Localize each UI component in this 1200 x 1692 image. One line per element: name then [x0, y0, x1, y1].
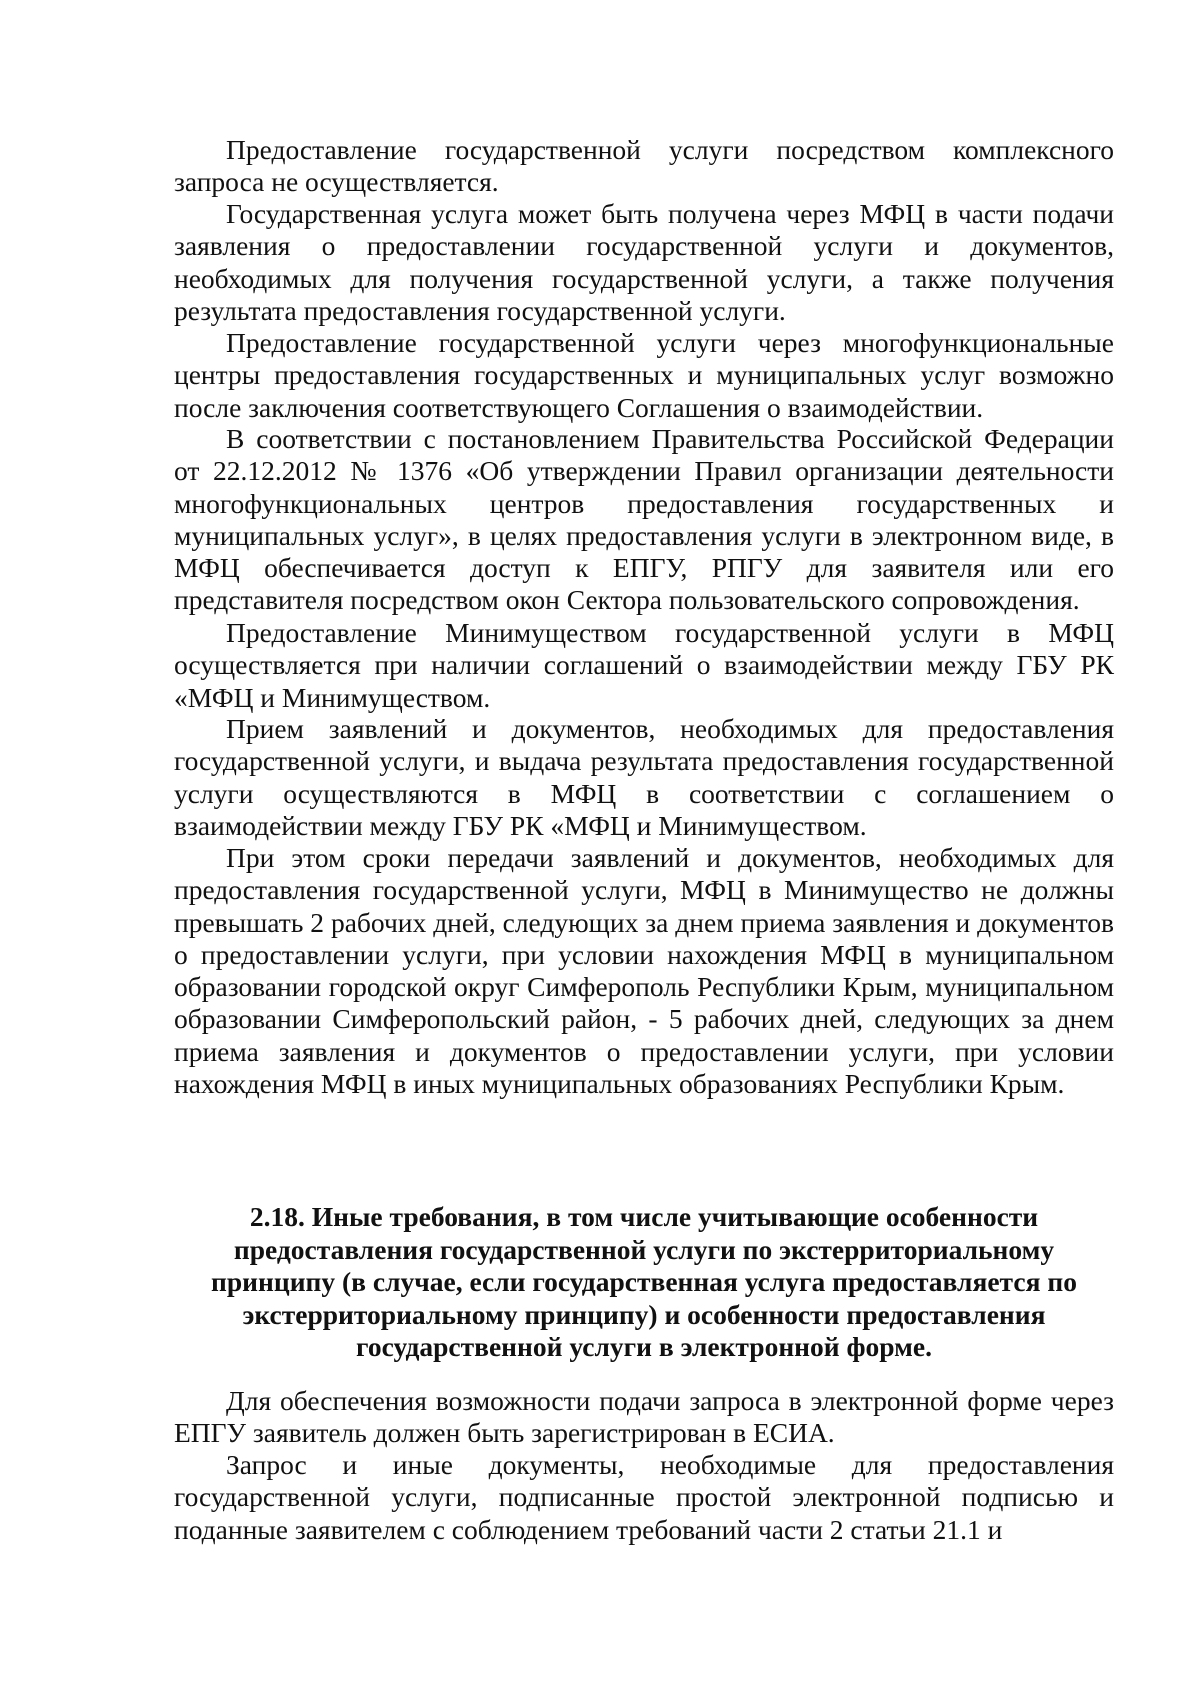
paragraph-applications-reception: Прием заявлений и документов, необходимых для предоставления государственной услуги, и выдача результата предоставления государственной услуги осуществляются в МФЦ в соответствии с соглашением о взаимодействии между ГБУ РК «МФЦ и Минимуществом. — [174, 713, 1114, 841]
paragraph-transfer-deadlines: При этом сроки передачи заявлений и документов, необходимых для предоставления государственной услуги, МФЦ в Минимущество не должны превышать 2 рабочих дней, следующих за днем приема заявления и документов о предоставлении услуги, при условии нахождения МФЦ в муниципальном образовании городской округ Симферополь Республики Крым, муниципальном образовании Симферопольский район, - 5 рабочих дней, следующих за днем приема заявления и документов о предоставлении услуги, при условии нахождения МФЦ в иных муниципальных образованиях Республики Крым. — [174, 842, 1114, 1100]
paragraph-mfc-agreement: Предоставление государственной услуги через многофункциональные центры предоставления государственных и муниципальных услуг возможно после заключения соответствующего Соглашения о взаимодействии. — [174, 327, 1114, 423]
paragraph-mfc-availability: Государственная услуга может быть получена через МФЦ в части подачи заявления о предоставлении государственной услуги и документов, необходимых для получения государственной услуги, а также получения результата предоставления государственной услуги. — [174, 198, 1114, 326]
paragraph-minimushchestvo-mfc: Предоставление Минимуществом государственной услуги в МФЦ осуществляется при наличии соглашений о взаимодействии между ГБУ РК «МФЦ и Минимуществом. — [174, 617, 1114, 713]
paragraph-government-resolution: В соответствии с постановлением Правительства Российской Федерации от 22.12.2012 № 1376 «Об утверждении Правил организации деятельности многофункциональных центров предоставления государственных и муниципальных услуг», в целях предоставления услуги в электронном виде, в МФЦ обеспечивается доступ к ЕПГУ, РПГУ для заявителя или его представителя посредством окон Сектора пользовательского сопровождения. — [174, 423, 1114, 616]
paragraph-esia-registration: Для обеспечения возможности подачи запроса в электронной форме через ЕПГУ заявитель должен быть зарегистрирован в ЕСИА. — [174, 1385, 1114, 1449]
paragraph-complex-request: Предоставление государственной услуги посредством комплексного запроса не осуществляется. — [174, 134, 1114, 198]
section-heading-2-18: 2.18. Иные требования, в том числе учитывающие особенности предоставления государственной услуги по экстерриториальному принципу (в случае, если государственная услуга предоставляется по экстерриториальному принципу) и особенности предоставления государственной услуги в электронной форме. — [211, 1201, 1077, 1362]
paragraph-electronic-signature: Запрос и иные документы, необходимые для предоставления государственной услуги, подписанные простой электронной подписью и поданные заявителем с соблюдением требований части 2 статьи 21.1 и — [174, 1449, 1114, 1545]
